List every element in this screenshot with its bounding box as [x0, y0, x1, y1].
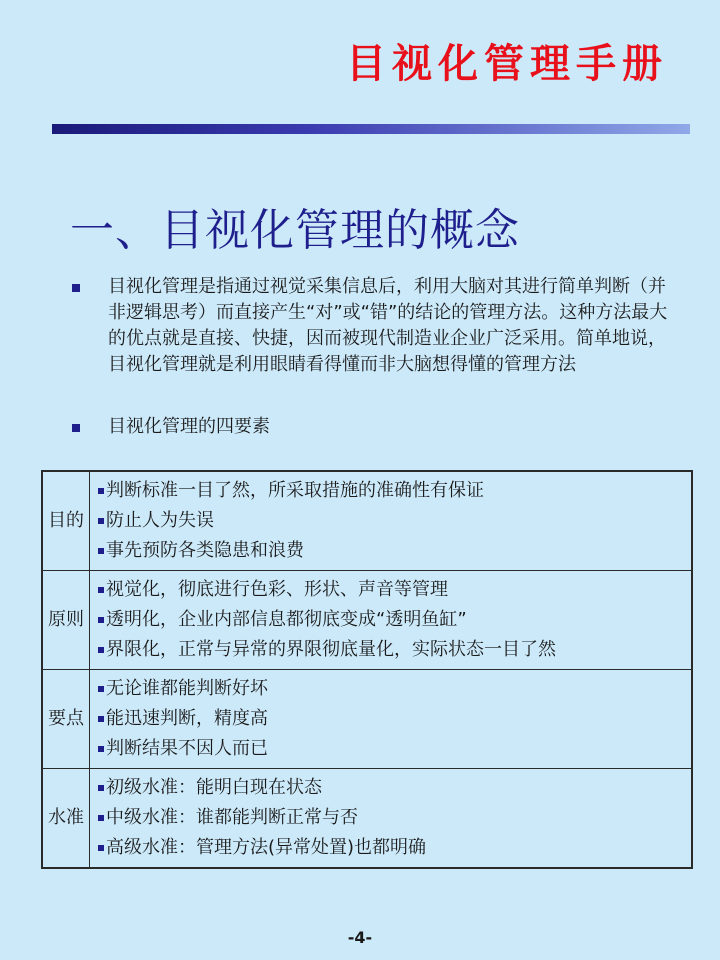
- square-bullet-icon: [72, 284, 80, 292]
- table-row: [42, 571, 692, 670]
- list-item: 初级水准：能明白现在状态: [98, 773, 691, 803]
- square-bullet-icon: [98, 647, 104, 653]
- list-item: 事先预防各类隐患和浪费: [98, 536, 691, 566]
- square-bullet-icon: [98, 488, 104, 494]
- square-bullet-icon: [98, 617, 104, 623]
- list-item: 判断结果不因人而已: [98, 734, 691, 764]
- bullet-item: [72, 414, 672, 440]
- page-number: -4-: [347, 928, 373, 947]
- table-row: [42, 670, 692, 769]
- list-item: 视觉化，彻底进行色彩、形状、声音等管理: [98, 575, 691, 605]
- bullet-item: [72, 274, 672, 378]
- row-label: 要点: [42, 670, 90, 769]
- table-row: [42, 471, 692, 571]
- list-item: 界限化，正常与异常的界限彻底量化，实际状态一目了然: [98, 635, 691, 665]
- row-label: 水准: [42, 769, 90, 869]
- square-bullet-icon: [98, 716, 104, 722]
- square-bullet-icon: [98, 815, 104, 821]
- row-items: [90, 471, 693, 571]
- list-item: 无论谁都能判断好坏: [98, 674, 691, 704]
- row-label: 目的: [42, 471, 90, 571]
- row-label: 原则: [42, 571, 90, 670]
- square-bullet-icon: [98, 845, 104, 851]
- row-items: [90, 670, 693, 769]
- list-item: 判断标准一目了然，所采取措施的准确性有保证: [98, 476, 691, 506]
- square-bullet-icon: [98, 518, 104, 524]
- section-heading: 一、目视化管理的概念: [70, 205, 520, 256]
- bullet-text: 目视化管理的四要素: [108, 416, 270, 437]
- list-item: 能迅速判断，精度高: [98, 704, 691, 734]
- document-title: 目视化管理手册: [346, 41, 668, 87]
- square-bullet-icon: [98, 548, 104, 554]
- list-item: 防止人为失误: [98, 506, 691, 536]
- bullet-text: 目视化管理是指通过视觉采集信息后，利用大脑对其进行简单判断（并非逻辑思考）而直接产生“对”或“错”的结论的管理方法。这种方法最大的优点就是直接、快捷，因而被现代制造业企业广泛采用。简单地说，目视化管理就是利用眼睛看得懂而非大脑想得懂的管理方法: [108, 276, 668, 375]
- list-item: 透明化，企业内部信息都彻底变成“透明鱼缸”: [98, 605, 691, 635]
- row-items: [90, 769, 693, 869]
- four-elements-table: [41, 470, 693, 869]
- table-row: [42, 769, 692, 869]
- row-items: [90, 571, 693, 670]
- square-bullet-icon: [72, 424, 80, 432]
- square-bullet-icon: [98, 785, 104, 791]
- square-bullet-icon: [98, 746, 104, 752]
- list-item: 中级水准：谁都能判断正常与否: [98, 803, 691, 833]
- square-bullet-icon: [98, 587, 104, 593]
- header-divider-bar: [52, 124, 690, 134]
- square-bullet-icon: [98, 686, 104, 692]
- list-item: 高级水准：管理方法(异常处置)也都明确: [98, 833, 691, 863]
